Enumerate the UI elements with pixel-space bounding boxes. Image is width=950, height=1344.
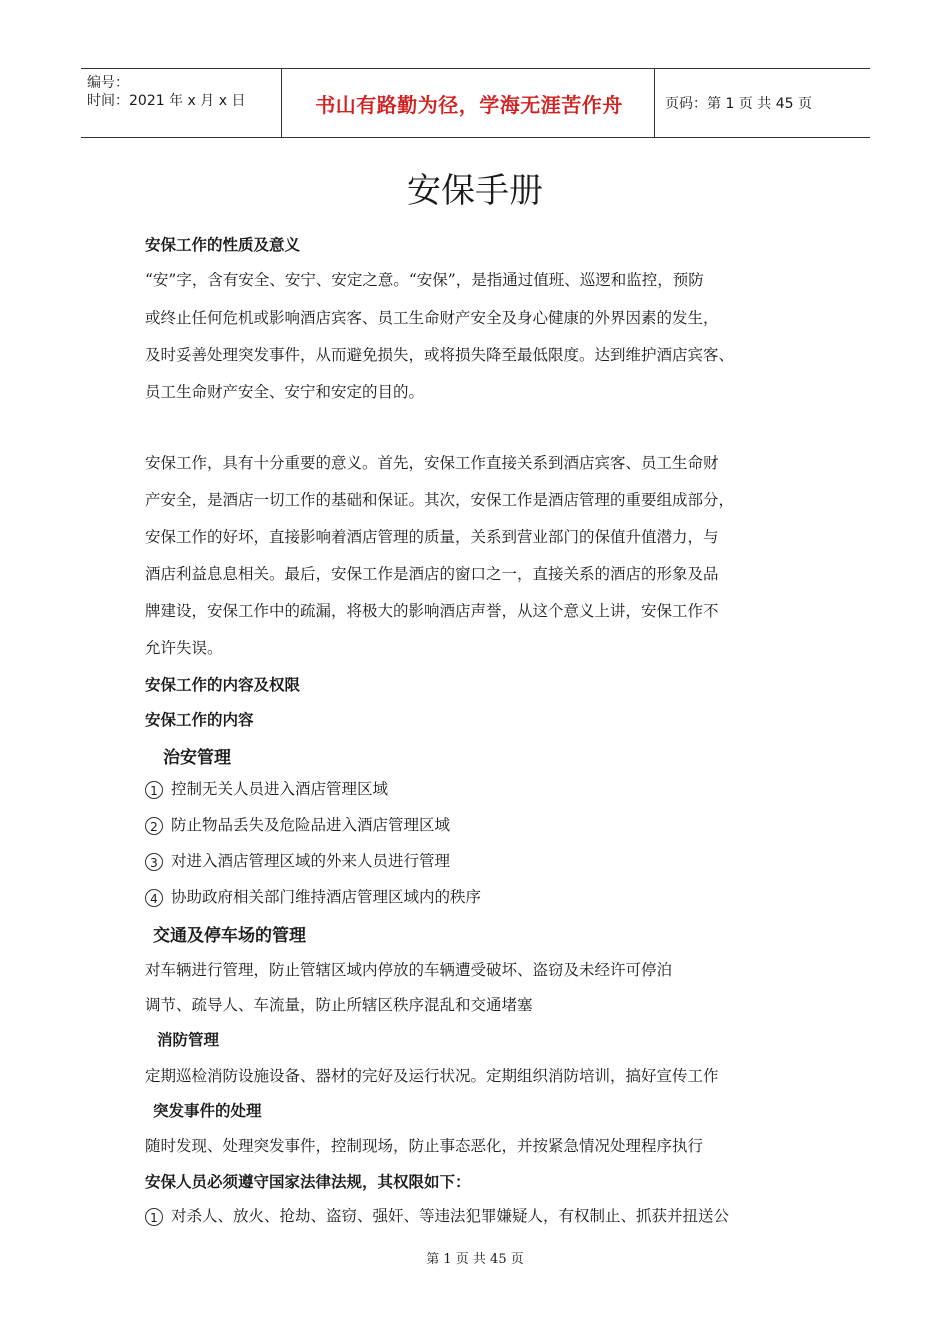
paragraph-line: 及时妥善处理突发事件，从而避免损失，或将损失降至最低限度。达到维护酒店宾客、 [145, 346, 735, 364]
paragraph-line: 安保工作，具有十分重要的意义。首先，安保工作直接关系到酒店宾客、员工生命财 [145, 454, 719, 472]
document-title: 安保手册 [407, 171, 543, 211]
number-label: 编号： [87, 75, 129, 91]
paragraph-line: 安保工作的好坏，直接影响着酒店管理的质量，关系到营业部门的保值升值潜力，与 [145, 528, 719, 546]
paragraph-line: 调节、疏导人、车流量，防止所辖区秩序混乱和交通堵塞 [145, 996, 533, 1014]
paragraph-line: 对车辆进行管理，防止管辖区域内停放的车辆遭受破坏、盗窃及未经许可停泊 [145, 961, 673, 979]
section-heading-content-authority: 安保工作的内容及权限 [145, 676, 301, 694]
paragraph-line: 允许失误。 [145, 639, 223, 657]
list-item-text: 对杀人、放火、抢劫、盗窃、强奸、等违法犯罪嫌疑人，有权制止、抓获并扭送公 [171, 1207, 730, 1225]
heading-emergency: 突发事件的处理 [153, 1102, 262, 1120]
list-item [145, 885, 481, 907]
page-info: 页码：第 1 页 共 45 页 [665, 96, 812, 112]
subsection-heading-content: 安保工作的内容 [145, 711, 254, 729]
list-item [145, 813, 450, 835]
paragraph-line: 随时发现、处理突发事件，控制现场，防止事态恶化，并按紧急情况处理程序执行 [145, 1137, 704, 1155]
time-label: 时间：2021 年 x 月 x 日 [87, 93, 246, 109]
list-item-text: 防止物品丢失及危险品进入酒店管理区域 [171, 816, 451, 834]
header-meta-cell [81, 69, 282, 137]
section-heading-nature: 安保工作的性质及意义 [145, 236, 301, 254]
list-item [145, 1204, 729, 1226]
paragraph-line: 牌建设，安保工作中的疏漏，将极大的影响酒店声誉，从这个意义上讲，安保工作不 [145, 602, 719, 620]
heading-authority: 安保人员必须遵守国家法律法规，其权限如下： [145, 1173, 471, 1191]
list-item [145, 777, 388, 799]
paragraph-line: 定期巡检消防设施设备、器材的完好及运行状况。定期组织消防培训，搞好宣传工作 [145, 1067, 719, 1085]
paragraph-line: 产安全，是酒店一切工作的基础和保证。其次，安保工作是酒店管理的重要组成部分， [145, 491, 735, 509]
list-item-text: 控制无关人员进入酒店管理区域 [171, 780, 389, 798]
circled-number: 1 [145, 1208, 163, 1226]
heading-fire: 消防管理 [157, 1031, 220, 1049]
circled-number: 3 [145, 853, 163, 871]
paragraph-line: 或终止任何危机或影响酒店宾客、员工生命财产安全及身心健康的外界因素的发生， [145, 309, 719, 327]
paragraph-line: 酒店利益息息相关。最后，安保工作是酒店的窗口之一，直接关系的酒店的形象及品 [145, 565, 719, 583]
heading-traffic: 交通及停车场的管理 [153, 926, 306, 946]
header-motto-cell [282, 69, 655, 137]
header-page-cell [655, 69, 870, 137]
paragraph-line: “安”字，含有安全、安宁、安定之意。“安保”，是指通过值班、巡逻和监控，预防 [145, 271, 704, 289]
circled-number: 4 [145, 889, 163, 907]
motto-text: 书山有路勤为径，学海无涯苦作舟 [315, 92, 623, 117]
list-item-text: 对进入酒店管理区域的外来人员进行管理 [171, 852, 451, 870]
list-item-text: 协助政府相关部门维持酒店管理区域内的秩序 [171, 888, 482, 906]
paragraph-line: 员工生命财产安全、安宁和安定的目的。 [145, 383, 425, 401]
heading-public-security: 治安管理 [163, 748, 231, 768]
circled-number: 2 [145, 817, 163, 835]
circled-number: 1 [145, 781, 163, 799]
header-table [81, 68, 870, 138]
list-item [145, 849, 450, 871]
page-footer: 第 1 页 共 45 页 [426, 1252, 524, 1267]
